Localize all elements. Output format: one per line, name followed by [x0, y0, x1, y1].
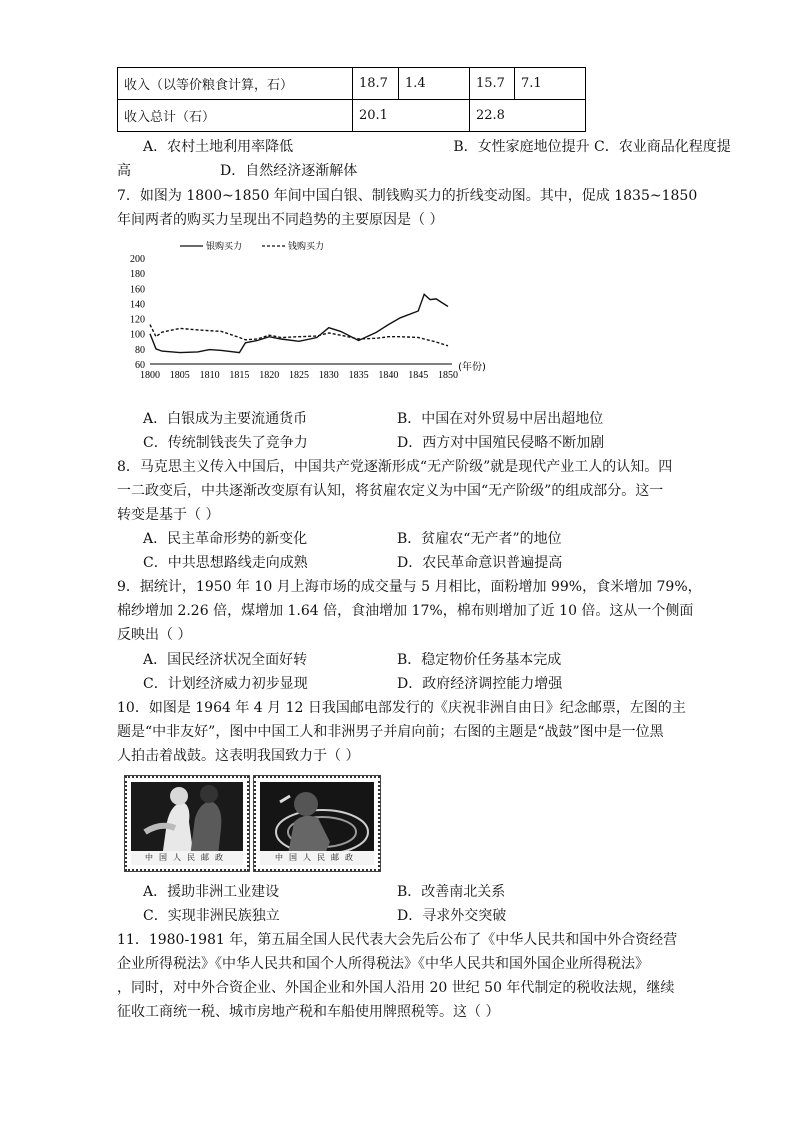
q8-option-d: D．农民革命意识普遍提高: [397, 555, 563, 571]
x-tick-label: 1850: [438, 370, 458, 381]
q10-stem-line3: 人拍击着战鼓。这表明我国致力于（ ）: [117, 748, 360, 764]
q9-stem-line3: 反映出（ ）: [117, 627, 192, 643]
q8-stem-line3: 转变是基于（ ）: [117, 507, 220, 523]
q10-option-c: C．实现非洲民族独立: [143, 908, 280, 924]
q8-stem-line2: 一二政变后，中共逐渐改变原有认知，将贫雇农定义为中国“无产阶级”的组成部分。这一: [117, 483, 664, 499]
q9-option-b: B．稳定物价任务基本完成: [397, 652, 562, 668]
q10-option-d: D．寻求外交突破: [397, 908, 507, 924]
y-tick-label: 160: [130, 284, 145, 296]
purchasing-power-chart: [115, 236, 505, 384]
q10-option-b: B．改善南北关系: [397, 884, 506, 900]
q7-option-b: B．中国在对外贸易中居出超地位: [397, 411, 604, 427]
y-tick-label: 140: [130, 299, 145, 311]
q6-options-line2: 高 D．自然经济逐渐解体: [117, 163, 358, 179]
q11-stem-line1: 11．1980-1981 年，第五届全国人民代表大会先后公布了《中华人民共和国中外合资经营: [117, 932, 678, 948]
q8-option-b: B．贫雇农“无产者”的地位: [397, 531, 562, 547]
q6-options-line1: A．农村土地利用率降低 B．女性家庭地位提升 C．农业商品化程度提: [143, 139, 731, 155]
table-cell: 收入总计（石）: [118, 100, 353, 132]
q9-option-a: A．国民经济状况全面好转: [143, 652, 308, 668]
q10-stem-line1: 10．如图是 1964 年 4 月 12 日我国邮电部发行的《庆祝非洲自由日》纪念邮票，左图的主: [117, 700, 686, 716]
q10-stem-line2: 题是“中非友好”，图中中国工人和非洲男子并肩向前；右图的主题是“战鼓”图中是一位黑: [117, 724, 664, 740]
q9-option-d: D．政府经济调控能力增强: [397, 676, 563, 692]
q11-stem-line2: 企业所得税法》《中华人民共和国个人所得税法》《中华人民共和国外国企业所得税法》: [117, 956, 649, 972]
chart-legend: [180, 240, 324, 252]
legend-label-silver: 银购买力: [206, 242, 243, 252]
y-tick-label: 60: [135, 360, 145, 371]
q7-stem-line1: 7．如图为 1800~1850 年间中国白银、制钱购买力的折线变动图。其中，促成 1835~1850: [117, 188, 698, 204]
table-row: [118, 100, 586, 132]
table-cell: 15.7: [470, 68, 515, 100]
q8-option-a: A．民主革命形势的新变化: [143, 531, 308, 547]
table-cell: 22.8: [470, 100, 586, 132]
x-tick-label: 1825: [289, 370, 309, 381]
q9-stem-line1: 9．据统计，1950 年 10 月上海市场的成交量与 5 月相比，面粉增加 99%，食米增加 79%，: [117, 579, 702, 595]
stamp-caption: 中国人民邮政: [260, 851, 374, 865]
q9-option-c: C．计划经济威力初步显现: [143, 676, 308, 692]
x-tick-label: 1840: [378, 370, 399, 381]
y-tick-label: 100: [130, 329, 145, 341]
table-row: [118, 68, 586, 100]
q9-stem-line2: 棉纱增加 2.26 倍，煤增加 1.64 倍，食油增加 17%，棉布则增加了近 10 倍。这从一个侧面: [117, 603, 694, 619]
q11-stem-line3: ，同时，对中外合资企业、外国企业和外国人沿用 20 世纪 50 年代制定的税收法规，继续: [117, 980, 675, 996]
table-cell: 收入（以等价粮食计算，石）: [118, 68, 353, 100]
stamp-caption: 中国人民邮政: [131, 851, 243, 865]
x-tick-label: 1810: [199, 370, 220, 381]
y-tick-label: 80: [135, 344, 145, 356]
chart-axes: [130, 254, 486, 381]
x-tick-label: 1800: [140, 370, 160, 381]
table-cell: 7.1: [515, 68, 586, 100]
y-tick-label: 200: [130, 254, 145, 265]
x-tick-label: 1835: [348, 370, 369, 381]
series-line-copper: [150, 325, 448, 346]
table-cell: 20.1: [353, 100, 470, 132]
y-tick-label: 120: [130, 314, 145, 326]
x-tick-label: 1845: [408, 370, 429, 381]
q7-stem-line2: 年间两者的购买力呈现出不同趋势的主要原因是（ ）: [117, 212, 444, 228]
y-tick-label: 180: [130, 269, 145, 281]
x-tick-label: 1815: [229, 370, 250, 381]
x-axis-unit: (年份): [458, 362, 486, 373]
q7-option-a: A．白银成为主要流通货币: [143, 411, 308, 427]
q7-option-c: C．传统制钱丧失了竞争力: [143, 435, 308, 451]
q7-option-d: D．西方对中国殖民侵略不断加剧: [397, 435, 605, 451]
table-cell: 18.7: [353, 68, 399, 100]
stamp-friendship: [124, 775, 250, 872]
q11-stem-line4: 征收工商统一税、城市房地产税和车船使用牌照税等。这（ ）: [117, 1004, 500, 1020]
x-tick-label: 1820: [259, 370, 280, 381]
series-line-silver: [150, 294, 448, 352]
x-tick-label: 1830: [318, 370, 339, 381]
legend-label-copper: 钱购买力: [288, 242, 325, 252]
q8-stem-line1: 8．马克思主义传入中国后，中国共产党逐渐形成“无产阶级”就是现代产业工人的认知。四: [117, 459, 673, 475]
q10-option-a: A．援助非洲工业建设: [143, 884, 280, 900]
chart-series: [150, 294, 448, 352]
income-table: [117, 67, 586, 132]
q8-option-c: C．中共思想路线走向成熟: [143, 555, 308, 571]
table-cell: 1.4: [399, 68, 470, 100]
stamp-war-drum: [253, 775, 381, 872]
x-tick-label: 1805: [169, 370, 190, 381]
